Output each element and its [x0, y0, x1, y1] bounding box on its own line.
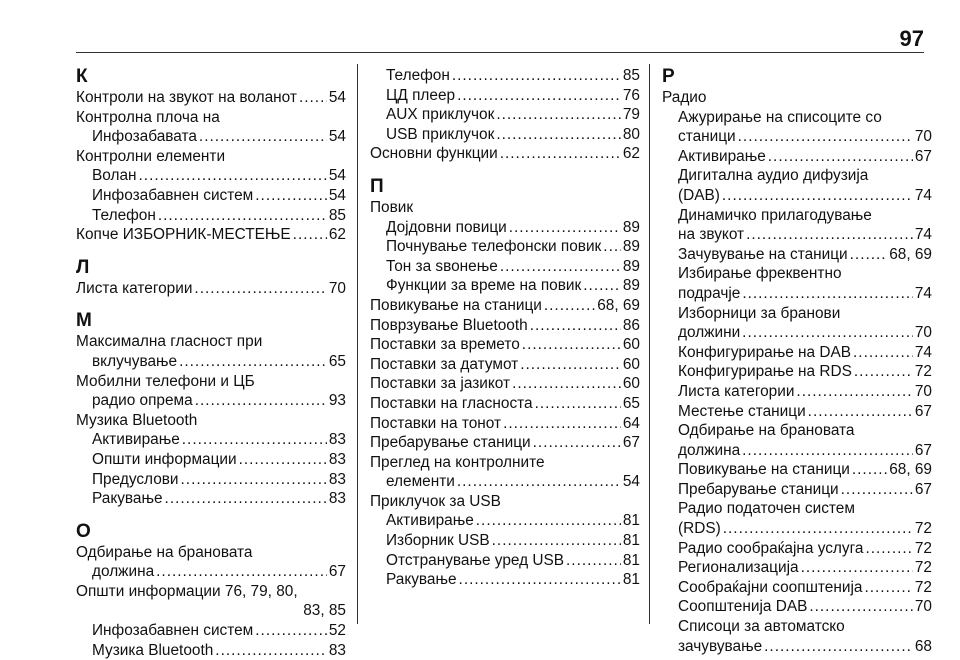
index-entry-page: 70 — [328, 279, 346, 297]
dot-leader — [535, 394, 621, 414]
index-subheading: Одбирање на брановата — [678, 422, 855, 440]
index-entry-page: 86 — [622, 316, 640, 334]
index-section-letter: Л — [76, 256, 90, 278]
index-entry — [370, 105, 640, 125]
index-entry-page: 70 — [914, 128, 932, 146]
index-entry-term: Основни функции — [370, 145, 498, 163]
dot-leader — [139, 166, 327, 186]
dot-leader — [746, 225, 913, 245]
index-entry-page: 89 — [622, 218, 640, 236]
index-entry-page: 68, 69 — [889, 461, 932, 479]
dot-leader — [865, 539, 912, 559]
dot-leader — [583, 276, 621, 296]
dot-leader — [239, 450, 327, 470]
index-entry-term: Изборник USB — [386, 532, 490, 550]
index-entry-page: 72 — [914, 578, 932, 596]
dot-leader — [179, 352, 327, 372]
index-entry-page: 83 — [328, 470, 346, 488]
index-entry — [370, 433, 640, 453]
dot-leader — [864, 578, 912, 598]
index-entry-term: Почнување телефонски повик — [386, 238, 602, 256]
column-divider — [649, 64, 650, 624]
dot-leader — [476, 511, 621, 531]
index-entry-term: Општи информации — [92, 450, 237, 468]
index-entry-term: Поставки на тонот — [370, 414, 502, 432]
index-heading: Одбирање на брановата — [76, 543, 253, 561]
index-entry-term: Поставки за датумот — [370, 355, 519, 373]
index-heading: Радио — [662, 89, 707, 106]
dot-leader — [452, 66, 621, 86]
index-entry-term: станици — [678, 128, 736, 146]
index-entry — [76, 279, 346, 299]
index-entry-page: 74 — [914, 343, 932, 361]
index-entry-term: зачувување — [678, 637, 763, 655]
index-entry-page: 83 — [328, 641, 346, 659]
dot-leader — [854, 362, 913, 382]
index-entry-page: 83 — [328, 490, 346, 508]
index-entry — [662, 441, 932, 461]
index-entry-term: Сообраќајни соопштенија — [678, 578, 863, 596]
index-entry-term: должини — [678, 324, 741, 342]
dot-leader — [738, 127, 913, 147]
index-entry — [662, 186, 932, 206]
index-entry-term: (RDS) — [678, 520, 721, 538]
index-entry-term: Активирање — [386, 512, 474, 530]
index-entry — [370, 374, 640, 394]
dot-leader — [530, 316, 621, 336]
index-entry-page: 85 — [328, 206, 346, 224]
index-entry-term: Пребарување станици — [678, 480, 839, 498]
index-entry — [370, 511, 640, 531]
index-entry — [370, 276, 640, 296]
index-entry-page: 67 — [328, 563, 346, 581]
index-entry — [662, 284, 932, 304]
index-entry — [370, 66, 640, 86]
index-entry-page: 83 — [328, 431, 346, 449]
index-entry-term: Регионализација — [678, 559, 799, 577]
index-entry — [662, 402, 932, 422]
index-entry — [370, 394, 640, 414]
index-entry-page: 62 — [328, 226, 346, 244]
index-section-letter: П — [370, 175, 384, 197]
index-entry-term: Конфигурирање на RDS — [678, 363, 852, 381]
index-entry-term: должина — [92, 563, 155, 581]
dot-leader — [533, 433, 621, 453]
index-entry-term: Инфозабавнен систем — [92, 622, 254, 640]
dot-leader — [512, 374, 621, 394]
index-heading: Максимална гласност при — [76, 333, 263, 351]
index-entry — [370, 414, 640, 434]
index-entry-page: 85 — [622, 67, 640, 84]
dot-leader — [509, 218, 621, 238]
index-heading: Мобилни телефони и ЦБ — [76, 372, 255, 390]
index-entry — [76, 352, 346, 372]
index-entry — [76, 88, 346, 108]
index-entry-page: 74 — [914, 284, 932, 302]
index-column-2 — [370, 66, 640, 590]
dot-leader — [520, 355, 621, 375]
index-entry — [662, 480, 932, 500]
dot-leader — [293, 225, 327, 245]
index-entry-page: 81 — [622, 512, 640, 530]
index-entry-page: 72 — [914, 559, 932, 577]
index-entry-page: 76 — [622, 86, 640, 104]
index-entry — [662, 460, 932, 480]
index-entry — [662, 382, 932, 402]
index-entry — [76, 641, 346, 660]
index-entry-term: Копче ИЗБОРНИК-МЕСТЕЊЕ — [76, 226, 291, 244]
index-entry-page: 72 — [914, 539, 932, 557]
index-entry-term: Листа категории — [76, 279, 193, 297]
index-heading: Музика Bluetooth — [76, 411, 198, 429]
index-entry-term: Ракување — [386, 571, 457, 589]
index-entry — [370, 335, 640, 355]
index-entry-term: Поврзување Bluetooth — [370, 316, 528, 334]
index-entry — [662, 539, 932, 559]
dot-leader — [492, 531, 621, 551]
index-subheading: Дигитална аудио дифузија — [678, 167, 869, 185]
index-entry — [370, 125, 640, 145]
index-section-letter: М — [76, 310, 92, 332]
index-entry-term: USB приклучок — [386, 125, 495, 143]
dot-leader — [496, 105, 621, 125]
index-entry — [370, 86, 640, 106]
index-entry-term: (DAB) — [678, 186, 720, 204]
index-entry-page: 64 — [622, 414, 640, 432]
index-entry-term: радио опрема — [92, 392, 193, 410]
index-entry — [662, 362, 932, 382]
index-entry — [662, 343, 932, 363]
index-entry-term: Контроли на звукот на воланот — [76, 89, 297, 106]
index-entry-term: Повикување на станици — [678, 461, 850, 479]
index-entry-term: Предуслови — [92, 470, 179, 488]
index-entry-term: Функции за време на повик — [386, 277, 582, 295]
index-entry — [662, 323, 932, 343]
index-entry-page: 67 — [622, 434, 640, 452]
index-entry-term: Ракување — [92, 490, 163, 508]
dot-leader — [182, 430, 327, 450]
index-entry — [76, 470, 346, 490]
index-entry — [662, 597, 932, 617]
index-entry — [662, 558, 932, 578]
dot-leader — [500, 144, 621, 164]
index-entry-term: Тон за ѕвонење — [386, 257, 498, 275]
dot-leader — [742, 323, 913, 343]
index-entry — [662, 127, 932, 147]
index-entry-page: 60 — [622, 336, 640, 354]
index-page-continuation: 83, 85 — [303, 602, 346, 620]
index-entry-page: 93 — [328, 392, 346, 410]
index-entry-term: на звукот — [678, 226, 745, 244]
index-entry — [76, 621, 346, 641]
dot-leader — [742, 441, 913, 461]
dot-leader — [768, 147, 913, 167]
index-entry — [370, 316, 640, 336]
page-number: 97 — [899, 26, 924, 51]
index-entry-term: ЦД плеер — [386, 86, 456, 104]
dot-leader — [722, 186, 913, 206]
index-entry-term: Активирање — [92, 431, 180, 449]
index-entry-page: 89 — [622, 257, 640, 275]
dot-leader — [199, 127, 327, 147]
dot-leader — [195, 391, 327, 411]
index-entry-term: подрачје — [678, 284, 741, 302]
index-entry-term: вклучување — [92, 352, 178, 370]
index-entry-term: Листа категории — [678, 382, 795, 400]
index-subheading: Динамичко прилагодување — [678, 206, 872, 224]
column-divider — [357, 64, 358, 624]
index-entry — [662, 225, 932, 245]
dot-leader — [496, 125, 621, 145]
dot-leader — [194, 279, 326, 299]
index-entry — [662, 519, 932, 539]
index-entry-page: 72 — [914, 363, 932, 381]
index-entry — [370, 237, 640, 257]
index-entry-page: 54 — [328, 128, 346, 146]
dot-leader — [500, 257, 621, 277]
dot-leader — [158, 206, 327, 226]
index-entry-page: 62 — [622, 145, 640, 163]
index-entry — [76, 430, 346, 450]
index-entry-page: 65 — [328, 352, 346, 370]
index-entry-page: 70 — [914, 598, 932, 616]
index-entry-page: 81 — [622, 571, 640, 589]
dot-leader — [459, 570, 621, 590]
index-entry-term: Конфигурирање на DAB — [678, 343, 852, 361]
index-entry-page: 68, 69 — [597, 296, 640, 314]
index-entry-term: Повикување на станици — [370, 296, 542, 314]
index-heading: Општи информации 76, 79, 80, — [76, 582, 298, 600]
index-heading: Контролни елементи — [76, 147, 226, 165]
index-entry-page: 54 — [622, 473, 640, 491]
dot-leader — [457, 86, 621, 106]
index-entry-page: 79 — [622, 106, 640, 124]
index-entry-term: Телефон — [92, 206, 156, 224]
index-entry-page: 81 — [622, 532, 640, 550]
index-subheading: Изборници за бранови — [678, 304, 841, 322]
index-entry — [76, 391, 346, 411]
dot-leader — [503, 414, 621, 434]
index-entry — [370, 296, 640, 316]
index-entry-page: 89 — [622, 238, 640, 256]
dot-leader — [723, 519, 913, 539]
index-entry-term: Дојдовни повици — [386, 218, 507, 236]
dot-leader — [841, 480, 913, 500]
index-entry-page: 54 — [328, 186, 346, 204]
index-subheading: Радио податочен систем — [678, 500, 855, 518]
header-rule — [76, 52, 924, 53]
index-heading: Преглед на контролните — [370, 453, 545, 471]
index-column-3 — [662, 66, 932, 656]
index-entry-term: Отстранување уред USB — [386, 551, 565, 569]
dot-leader — [850, 245, 888, 265]
dot-leader — [255, 186, 327, 206]
index-entry-page: 74 — [914, 186, 932, 204]
dot-leader — [566, 551, 621, 571]
index-entry-page: 67 — [914, 480, 932, 498]
index-entry — [76, 186, 346, 206]
dot-leader — [544, 296, 595, 316]
index-entry-page: 70 — [914, 324, 932, 342]
index-entry-term: Соопштенија DAB — [678, 598, 808, 616]
index-entry-page: 70 — [914, 382, 932, 400]
dot-leader — [156, 562, 327, 582]
dot-leader — [796, 382, 912, 402]
index-entry-page: 65 — [622, 394, 640, 412]
dot-leader — [165, 489, 327, 509]
index-entry — [76, 206, 346, 226]
index-entry-page: 89 — [622, 277, 640, 295]
index-entry-page: 74 — [914, 226, 932, 244]
index-entry — [76, 450, 346, 470]
index-entry — [370, 218, 640, 238]
index-column-1 — [76, 66, 346, 660]
index-entry-term: Поставки за јазикот — [370, 375, 511, 393]
dot-leader — [603, 237, 621, 257]
index-entry-term: Музика Bluetooth — [92, 641, 214, 659]
index-entry-term: Поставки за времето — [370, 336, 520, 354]
index-entry — [370, 551, 640, 571]
dot-leader — [853, 343, 913, 363]
index-entry — [76, 166, 346, 186]
index-entry — [370, 472, 640, 492]
index-entry-page: 68, 69 — [889, 245, 932, 263]
index-entry-term: Волан — [92, 167, 137, 185]
index-entry-page: 60 — [622, 375, 640, 393]
index-entry-term: AUX приклучок — [386, 106, 495, 124]
dot-leader — [255, 621, 327, 641]
index-entry — [370, 570, 640, 590]
index-entry-page: 52 — [328, 622, 346, 640]
index-entry-page: 67 — [914, 147, 932, 165]
dot-leader — [808, 402, 913, 422]
index-entry-page: 54 — [328, 167, 346, 185]
dot-leader — [181, 470, 327, 490]
index-subheading: Списоци за автоматско — [678, 618, 845, 636]
index-entry-term: Пребарување станици — [370, 434, 531, 452]
index-heading: Приклучок за USB — [370, 492, 501, 510]
index-entry — [370, 531, 640, 551]
index-entry — [662, 245, 932, 265]
index-entry-page: 72 — [914, 520, 932, 538]
index-section-letter: О — [76, 520, 91, 542]
index-subheading: Избирање фреквентно — [678, 265, 842, 283]
index-entry — [370, 144, 640, 164]
index-entry — [76, 562, 346, 582]
index-entry-term: Зачувување на станици — [678, 245, 848, 263]
index-section-letter: К — [76, 66, 88, 87]
dot-leader — [809, 597, 913, 617]
index-entry — [662, 578, 932, 598]
index-entry-page: 68 — [914, 637, 932, 655]
index-entry-term: Поставки на гласноста — [370, 394, 533, 412]
index-entry-page: 80 — [622, 125, 640, 143]
dot-leader — [457, 472, 621, 492]
index-entry-page: 81 — [622, 551, 640, 569]
index-entry-term: Радио сообраќајна услуга — [678, 539, 864, 557]
index-entry — [76, 127, 346, 147]
index-entry — [76, 489, 346, 509]
dot-leader — [522, 335, 621, 355]
index-entry-page: 83 — [328, 450, 346, 468]
dot-leader — [764, 637, 913, 657]
index-entry-term: Инфозабавнен систем — [92, 186, 254, 204]
index-entry-page: 67 — [914, 402, 932, 420]
index-entry — [370, 257, 640, 277]
index-entry — [76, 225, 346, 245]
index-entry — [662, 147, 932, 167]
index-heading: Повик — [370, 198, 414, 216]
dot-leader — [852, 460, 887, 480]
index-entry-page: 60 — [622, 355, 640, 373]
index-entry — [370, 355, 640, 375]
index-entry-term: Местење станици — [678, 402, 806, 420]
index-entry-term: Активирање — [678, 147, 766, 165]
index-entry-term: должина — [678, 441, 741, 459]
index-entry-term: Телефон — [386, 67, 450, 84]
dot-leader — [742, 284, 913, 304]
index-entry-page: 54 — [328, 89, 346, 106]
index-entry — [662, 637, 932, 657]
index-entry-page: 67 — [914, 441, 932, 459]
index-entry-term: Инфозабавата — [92, 128, 197, 146]
index-section-letter: Р — [662, 66, 675, 87]
dot-leader — [299, 88, 327, 108]
index-subheading: Ажурирање на списоците со — [678, 108, 882, 126]
index-entry-term: елементи — [386, 473, 455, 491]
index-heading: Контролна плоча на — [76, 108, 220, 126]
dot-leader — [801, 558, 913, 578]
dot-leader — [215, 641, 327, 660]
